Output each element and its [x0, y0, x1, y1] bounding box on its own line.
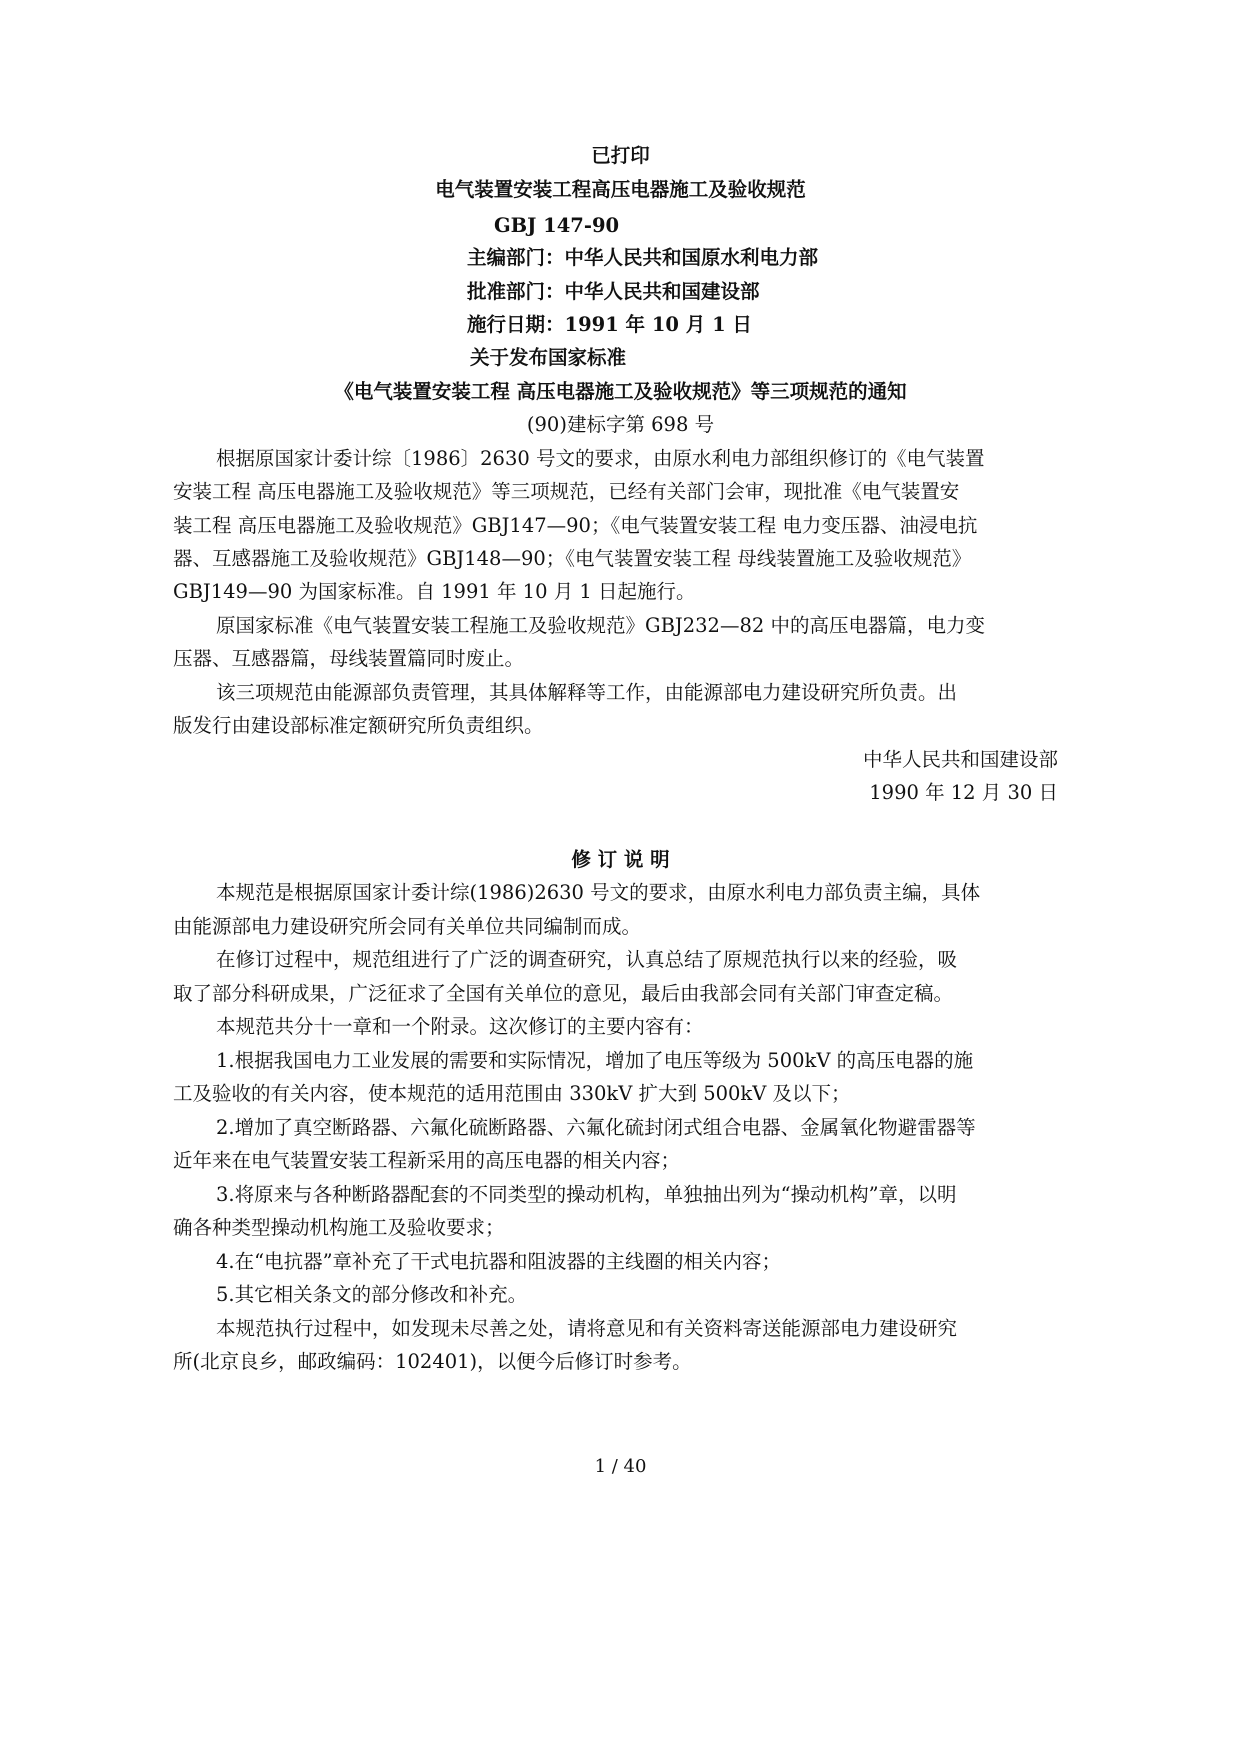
revision-list-item: 1.根据我国电力工业发展的需要和实际情况，增加了电压等级为 500kV 的高压电器的施 — [216, 1049, 974, 1072]
print-status: 已打印 — [591, 144, 650, 167]
revision-paragraph-line: 本规范共分十一章和一个附录。这次修订的主要内容有： — [216, 1015, 704, 1038]
revision-list-item: 2.增加了真空断路器、六氟化硫断路器、六氟化硫封闭式组合电器、金属氧化物避雷器等 — [216, 1116, 976, 1139]
signature-organization: 中华人民共和国建设部 — [862, 748, 1058, 771]
page-number: 1 / 40 — [594, 1456, 647, 1477]
revision-title: 修 订 说 明 — [571, 848, 670, 871]
effective-date: 施行日期：1991 年 10 月 1 日 — [467, 313, 752, 336]
revision-list-item: 确各种类型操动机构施工及验收要求； — [173, 1216, 505, 1239]
notice-paragraph-line: 原国家标准《电气装置安装工程施工及验收规范》GBJ232—82 中的高压电器篇，电力变 — [216, 614, 985, 637]
revision-paragraph-line: 本规范执行过程中，如发现未尽善之处，请将意见和有关资料寄送能源部电力建设研究 — [216, 1317, 958, 1340]
notice-title-line2: 《电气装置安装工程 高压电器施工及验收规范》等三项规范的通知 — [334, 380, 907, 403]
revision-paragraph-line: 所(北京良乡，邮政编码：102401)，以便今后修订时参考。 — [173, 1350, 692, 1373]
revision-paragraph-line: 取了部分科研成果，广泛征求了全国有关单位的意见，最后由我部会同有关部门审查定稿。 — [173, 982, 954, 1005]
approver: 批准部门：中华人民共和国建设部 — [467, 280, 760, 303]
chief-editor: 主编部门：中华人民共和国原水利电力部 — [467, 246, 819, 269]
revision-list-item: 4.在“电抗器”章补充了干式电抗器和阻波器的主线圈的相关内容； — [216, 1250, 782, 1273]
document-title: 电气装置安装工程高压电器施工及验收规范 — [435, 178, 806, 201]
notice-paragraph-line: 根据原国家计委计综〔1986〕2630 号文的要求，由原水利电力部组织修订的《电气装置 — [216, 447, 985, 470]
notice-paragraph-line: 安装工程 高压电器施工及验收规范》等三项规范，已经有关部门会审，现批准《电气装置安 — [173, 480, 960, 503]
notice-paragraph-line: 该三项规范由能源部负责管理，其具体解释等工作，由能源部电力建设研究所负责。出 — [216, 681, 958, 704]
revision-list-item: 3.将原来与各种断路器配套的不同类型的操动机构，单独抽出列为“操动机构”章，以明 — [216, 1183, 957, 1206]
standard-code: GBJ 147-90 — [494, 214, 620, 237]
revision-list-item: 工及验收的有关内容，使本规范的适用范围由 330kV 扩大到 500kV 及以下； — [173, 1082, 851, 1105]
revision-paragraph-line: 由能源部电力建设研究所会同有关单位共同编制而成。 — [173, 915, 642, 938]
revision-paragraph-line: 在修订过程中，规范组进行了广泛的调查研究，认真总结了原规范执行以来的经验，吸 — [216, 948, 958, 971]
notice-paragraph-line: 装工程 高压电器施工及验收规范》GBJ147—90；《电气装置安装工程 电力变压器、油浸电抗 — [173, 514, 978, 537]
signature-date: 1990 年 12 月 30 日 — [869, 781, 1058, 804]
notice-paragraph-line: 器、互感器施工及验收规范》GBJ148—90；《电气装置安装工程 母线装置施工及验收规范》 — [173, 547, 972, 570]
revision-paragraph-line: 本规范是根据原国家计委计综(1986)2630 号文的要求，由原水利电力部负责主编，具体 — [216, 881, 981, 904]
notice-doc-number: (90)建标字第 698 号 — [526, 413, 715, 436]
notice-paragraph-line: GBJ149—90 为国家标准。自 1991 年 10 月 1 日起施行。 — [173, 580, 696, 603]
revision-list-item: 5.其它相关条文的部分修改和补充。 — [216, 1283, 528, 1306]
notice-title-line1: 关于发布国家标准 — [470, 346, 627, 369]
notice-paragraph-line: 压器、互感器篇，母线装置篇同时废止。 — [173, 647, 525, 670]
notice-paragraph-line: 版发行由建设部标准定额研究所负责组织。 — [173, 714, 544, 737]
revision-list-item: 近年来在电气装置安装工程新采用的高压电器的相关内容； — [173, 1149, 681, 1172]
